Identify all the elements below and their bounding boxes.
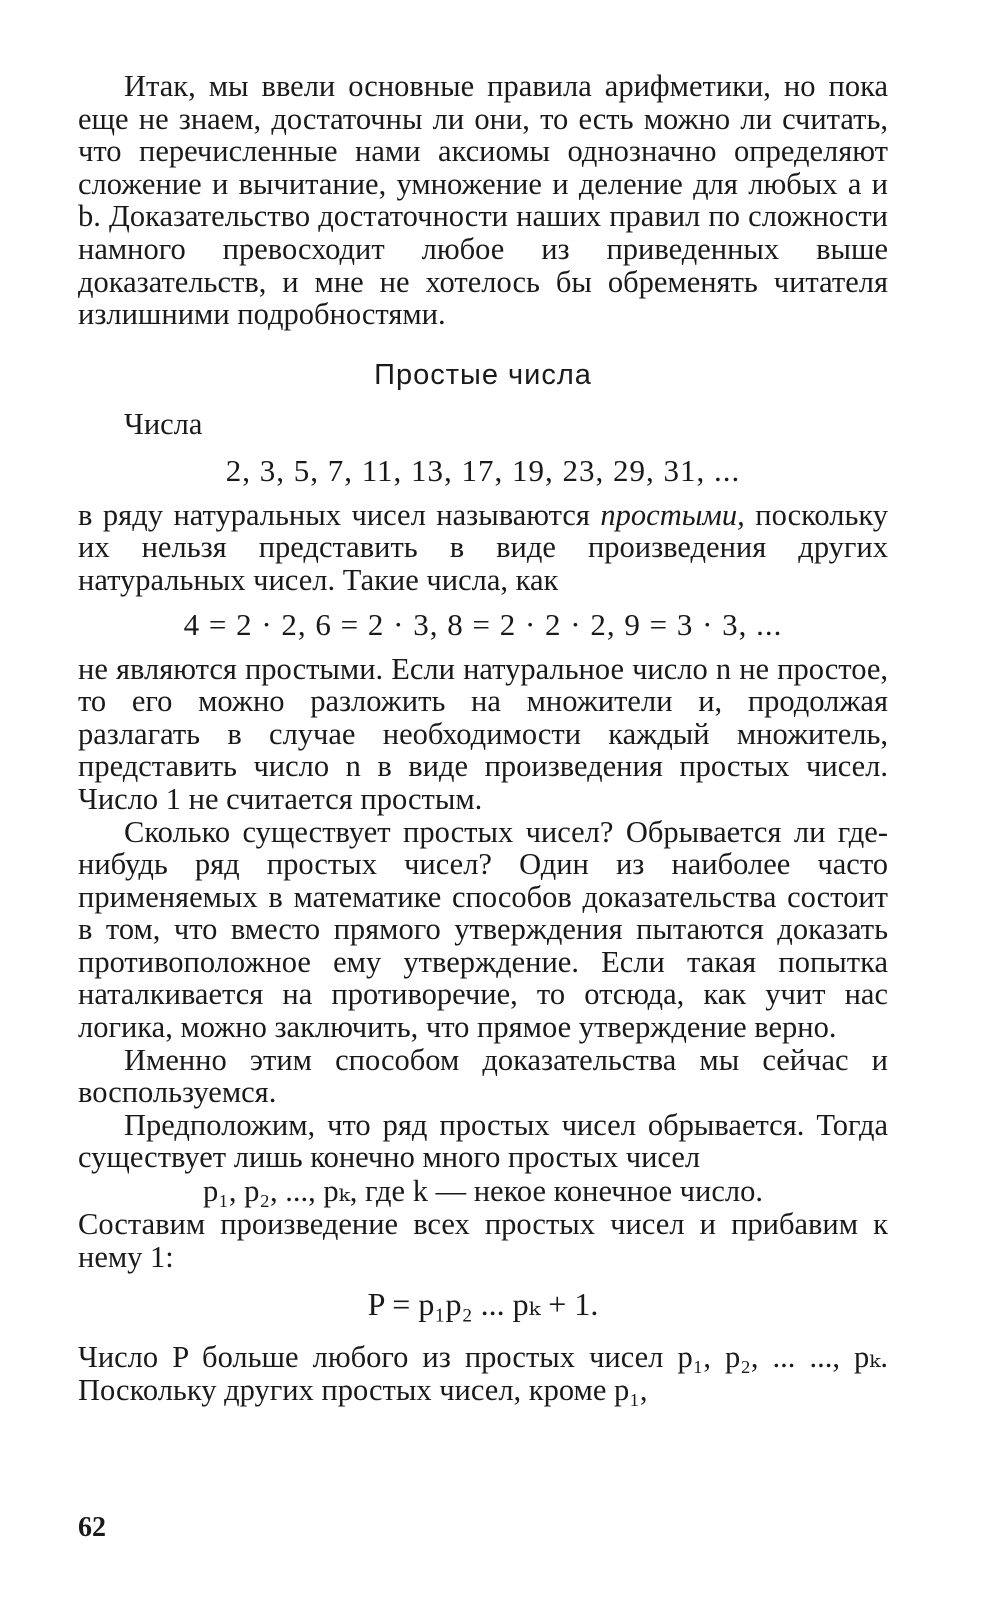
paragraph-conclusion: Число P больше любого из простых чисел p₁, p₂, ... ..., pₖ. Поскольку других простых чисел, кроме p₁,: [78, 1340, 888, 1407]
paragraph-product: Составим произведение всех простых чисел и прибавим к нему 1:: [78, 1207, 888, 1274]
definition-term: простыми,: [600, 497, 745, 532]
page-number: 62: [78, 1512, 106, 1543]
paragraph-composite: не являются простыми. Если натуральное число n не простое, то его можно разложить на множители и, продолжая разлагать в случае необходимости каждый множитель, представить число n в виде произведения простых чисел. Число 1 не считается простым.: [78, 651, 888, 816]
numbers-label: Числа: [124, 406, 203, 441]
composite-numbers-formula: 4 = 2 · 2, 6 = 2 · 3, 8 = 2 · 2 · 2, 9 = 3 · 3, ...: [183, 606, 783, 642]
paragraph-assumption: Предположим, что ряд простых чисел обрывается. Тогда существует лишь конечно много простых чисел: [78, 1107, 888, 1175]
product-formula: P = p₁p₂ ... pₖ + 1.: [367, 1286, 599, 1323]
paragraph-question: Сколько существует простых чисел? Обрывается ли где-нибудь ряд простых чисел? Один из наиболее часто применяемых в математике способов доказательства состоит в том, что вместо прямого утверждения пытаются доказать противоположное ему утверждение. Если такая попытка наталкивается на противоречие, то отсюда, как учит нас логика, можно заключить, что прямое утверждение верно.: [78, 814, 888, 1045]
paragraph-method: Именно этим способом доказательства мы сейчас и воспользуемся.: [78, 1042, 888, 1110]
paragraph-intro: Итак, мы ввели основные правила арифметики, но пока еще не знаем, достаточны ли они, то есть можно ли считать, что перечисленные нами аксиомы однозначно определяют сложение и вычитание, умножение и деление для любых a и b. Доказательство достаточности наших правил по сложности намного превосходит любое из приведенных выше доказательств, и мне не хотелось бы обременять читателя излишними подробностями.: [78, 69, 888, 332]
section-heading: Простые числа: [374, 358, 592, 391]
page-text: [78, 70, 888, 1406]
paragraph-prime-definition: [78, 499, 888, 597]
primes-list-formula: p₁, p₂, ..., pₖ, где k — некое конечное число.: [203, 1174, 763, 1209]
definition-text-before: в ряду натуральных чисел называются: [78, 497, 590, 532]
primes-sequence-formula: 2, 3, 5, 7, 11, 13, 17, 19, 23, 29, 31, ...: [225, 452, 741, 488]
definition-text-after: поскольку их нельзя представить в виде произведения других натуральных чисел. Такие числа, как: [78, 497, 889, 597]
